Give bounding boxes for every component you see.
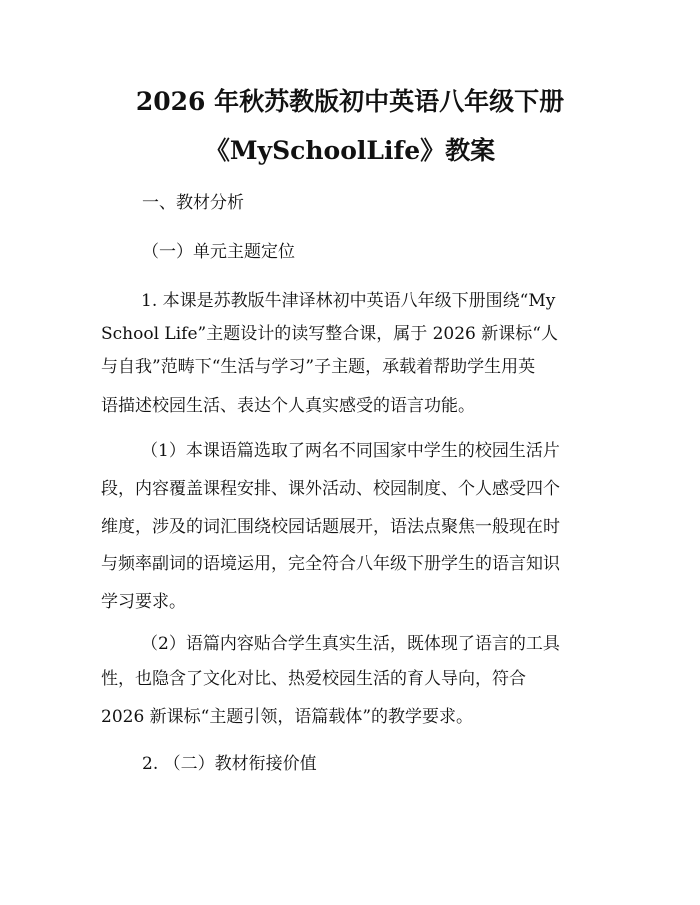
paragraph-line: 段，内容覆盖课程安排、课外活动、校园制度、个人感受四个 [101,479,560,499]
paragraph-line: 语描述校园生活、表达个人真实感受的语言功能。 [101,396,475,416]
paragraph-line: 2026 新课标“主题引领，语篇载体”的教学要求。 [101,707,474,727]
paragraph-line: 学习要求。 [101,592,186,612]
paragraph-line: 1. 本课是苏教版牛津译林初中英语八年级下册围绕“My [141,291,556,311]
document-title-line-2: 《MySchoolLife》教案 [204,136,496,165]
paragraph-line: School Life”主题设计的读写整合课，属于 2026 新课标“人 [101,324,558,344]
subsection-heading: （一）单元主题定位 [142,242,295,262]
paragraph-line: （2）语篇内容贴合学生真实生活，既体现了语言的工具 [141,634,560,654]
paragraph-line: 与自我”范畴下“生活与学习”子主题，承载着帮助学生用英 [101,357,536,377]
section-heading: 一、教材分析 [142,193,244,213]
subsection-heading: 2. （二）教材衔接价值 [142,754,317,774]
paragraph-line: 性，也隐含了文化对比、热爱校园生活的育人导向，符合 [101,669,526,689]
paragraph-line: 维度，涉及的词汇围绕校园话题展开，语法点聚焦一般现在时 [101,517,560,537]
paragraph-line: 与频率副词的语境运用，完全符合八年级下册学生的语言知识 [101,554,560,574]
paragraph-line: （1）本课语篇选取了两名不同国家中学生的校园生活片 [141,441,560,461]
document-title-line-1: 2026 年秋苏教版初中英语八年级下册 [135,87,565,116]
